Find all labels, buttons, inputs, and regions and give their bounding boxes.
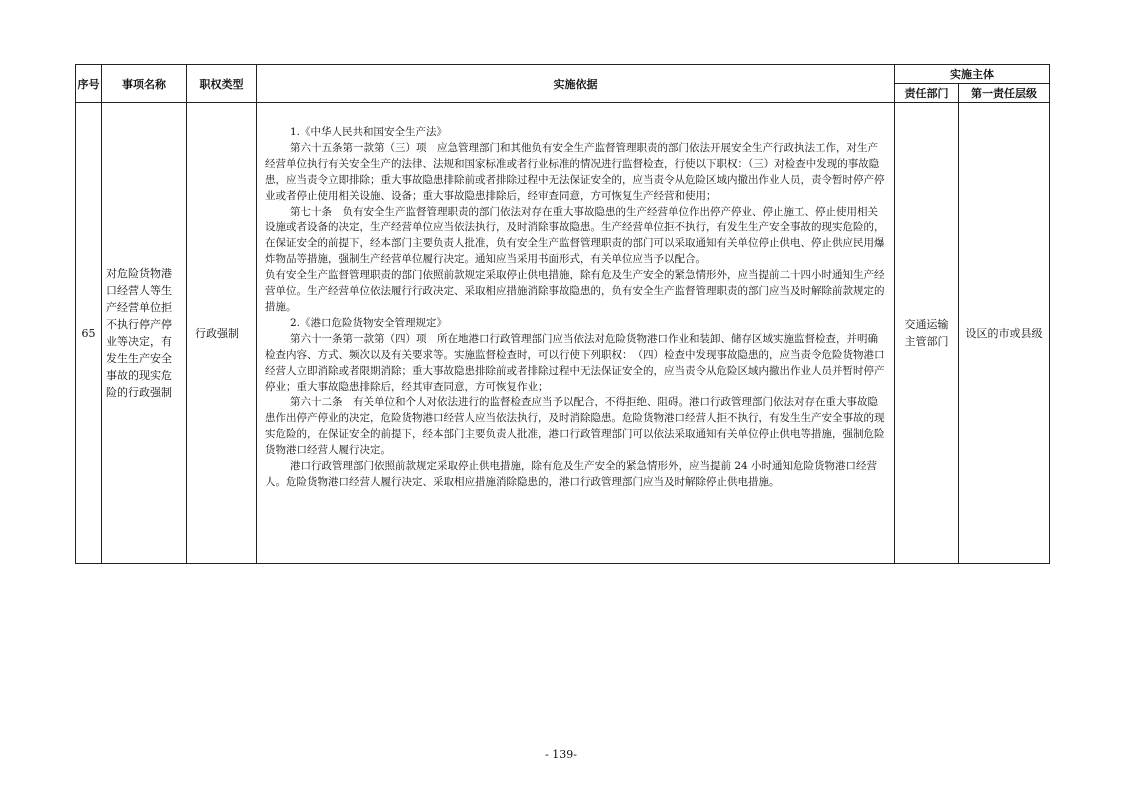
header-level: 第一责任层级 [959, 84, 1050, 103]
item-name: 对危险货物港口经营人等生产经营单位拒不执行停产停业等决定，有发生生产安全事故的现实危险的行政强制 [102, 103, 187, 564]
authority-table [75, 64, 1050, 564]
basis-law-title-1: 1.《中华人民共和国安全生产法》 [290, 126, 448, 138]
header-basis: 实施依据 [257, 65, 895, 103]
header-subject: 实施主体 [895, 65, 1050, 84]
basis-paragraph: 负有安全生产监督管理职责的部门依照前款规定采取停止供电措施，除有危及生产安全的紧急情形外，应当提前二十四小时通知生产经营单位。生产经营单位依法履行行政决定、采取相应措施消除事故隐患的，负有安全生产监督管理职责的部门应当及时解除前款规定的措施。 [265, 269, 885, 313]
header-type: 职权类型 [187, 65, 257, 103]
authority-type: 行政强制 [187, 103, 257, 564]
responsible-dept: 交通运输主管部门 [895, 103, 959, 564]
basis-paragraph: 第六十二条 有关单位和个人对依法进行的监督检查应当予以配合，不得拒绝、阻碍。港口行政管理部门依法对存在重大事故隐患作出停产停业的决定，危险货物港口经营人应当依法执行，及时消除隐患。危险货物港口经营人拒不执行，有发生生产安全事故的现实危险的，在保证安全的前提下，经本部门主要负责人批准，港口行政管理部门可以依法采取通知有关单位停止供电等措施，强制危险货物港口经营人履行决定。 [265, 396, 885, 457]
header-no: 序号 [76, 65, 102, 103]
row-number: 65 [76, 103, 102, 564]
basis-paragraph: 港口行政管理部门依照前款规定采取停止供电措施，除有危及生产安全的紧急情形外，应当提前 24 小时通知危险货物港口经营人。危险货物港口经营人履行决定、采取相应措施消除隐患的，港口行政管理部门应当及时解除停止供电措施。 [265, 460, 878, 488]
legal-basis [257, 103, 895, 564]
basis-paragraph: 第六十五条第一款第（三）项 应急管理部门和其他负有安全生产监督管理职责的部门依法开展安全生产行政执法工作，对生产经营单位执行有关安全生产的法律、法规和国家标准或者行业标准的情况进行监督检查，行使以下职权：（三）对检查中发现的事故隐患，应当责令立即排除；重大事故隐患排除前或者排除过程中无法保证安全的，应当责令从危险区域内撤出作业人员，责令暂时停产停业或者停止使用相关设施、设备；重大事故隐患排除后，经审查同意，方可恢复生产经营和使用； [265, 141, 885, 202]
basis-law-title-2: 2.《港口危险货物安全管理规定》 [290, 316, 448, 329]
basis-paragraph: 第六十一条第一款第（四）项 所在地港口行政管理部门应当依法对危险货物港口作业和装卸、储存区域实施监督检查，并明确检查内容、方式、频次以及有关要求等。实施监督检查时，可以行使下列职权： （四）检查中发现事故隐患的，应当责令危险货物港口经营人立即消除或者限期消除；重大事故隐患排除前或者排除过程中无法保证安全的，应当责令从危险区域内撤出作业人员并暂时停产停业；重大事故隐患排除后，经其审查同意，方可恢复作业； [265, 332, 885, 393]
page-number: - 139- [545, 748, 577, 761]
header-name: 事项名称 [102, 65, 187, 103]
table-row [76, 103, 1050, 564]
responsible-level: 设区的市或县级 [959, 103, 1050, 564]
basis-paragraph: 第七十条 负有安全生产监督管理职责的部门依法对存在重大事故隐患的生产经营单位作出停产停业、停止施工、停止使用相关设施或者设备的决定，生产经营单位应当依法执行，及时消除事故隐患。生产经营单位拒不执行，有发生生产安全事故的现实危险的，在保证安全的前提下，经本部门主要负责人批准，负有安全生产监督管理职责的部门可以采取通知有关单位停止供电、停止供应民用爆炸物品等措施，强制生产经营单位履行决定。通知应当采用书面形式，有关单位应当予以配合。 [265, 205, 885, 266]
header-dept: 责任部门 [895, 84, 959, 103]
